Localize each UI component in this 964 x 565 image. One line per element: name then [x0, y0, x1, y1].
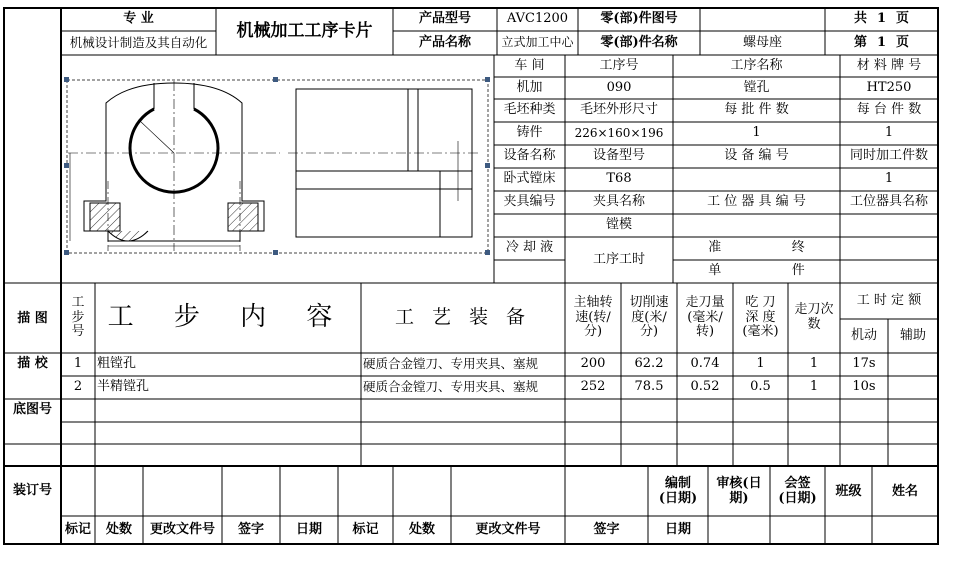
- step-feed[interactable]: 0.74: [690, 356, 720, 372]
- class-label: 班级: [835, 483, 862, 499]
- passes-header: 走刀次数: [794, 302, 834, 332]
- unit-label: 单: [708, 263, 722, 279]
- equip-name-label: 设备名称: [503, 148, 556, 164]
- footer-sign-2: 签字: [593, 521, 620, 537]
- footer-change-doc-2: 更改文件号: [475, 521, 541, 537]
- step-cut[interactable]: 78.5: [634, 379, 664, 395]
- part-name-label: 零(部)件名称: [600, 34, 678, 50]
- binding-no-label: 装订号: [12, 482, 52, 498]
- countersign-date-label: 会签(日期): [778, 476, 817, 506]
- workshop-value[interactable]: 机加: [516, 79, 543, 95]
- step-no[interactable]: 1: [73, 356, 83, 372]
- equip-model-value[interactable]: T68: [606, 171, 632, 187]
- op-name-value[interactable]: 镗孔: [743, 79, 770, 95]
- part-no-value[interactable]: [700, 8, 825, 31]
- fixture-name-label: 夹具名称: [592, 194, 645, 210]
- step-speed[interactable]: 252: [580, 379, 606, 395]
- step-speed[interactable]: 200: [580, 356, 606, 372]
- cut-speed-header: 切削速度(米/分): [629, 294, 669, 340]
- blank-size-value[interactable]: 226×160×196: [574, 125, 664, 140]
- per-unit-value[interactable]: 1: [884, 125, 894, 141]
- blank-type-value[interactable]: 铸件: [516, 125, 543, 141]
- fixture-name-value[interactable]: 镗模: [605, 217, 632, 233]
- station-no-label: 工 位 器 具 编 号: [707, 194, 806, 210]
- step-no-header: 工步号: [71, 294, 85, 340]
- material-value[interactable]: HT250: [866, 79, 912, 95]
- step-cut[interactable]: 62.2: [634, 356, 664, 372]
- card-title: 机械加工工序卡片: [236, 20, 373, 41]
- page-number-value[interactable]: 1: [876, 34, 887, 50]
- draw-check-label: 描 校: [17, 356, 48, 372]
- step-depth[interactable]: 0.5: [750, 379, 771, 395]
- speed-header: 主轴转速(转/分): [573, 294, 613, 340]
- step-passes[interactable]: 1: [809, 379, 819, 395]
- product-name-label: 产品名称: [418, 34, 471, 50]
- footer-count-1: 处数: [105, 521, 132, 537]
- footer-date-2: 日期: [664, 521, 691, 537]
- page-number: 第 1 页: [853, 34, 910, 50]
- op-no-value[interactable]: 090: [606, 79, 632, 95]
- station-name-value[interactable]: [840, 214, 938, 237]
- step-machine[interactable]: 10s: [852, 379, 876, 395]
- review-date-label: 审核(日期): [716, 476, 762, 506]
- per-unit-label: 每 台 件 数: [856, 102, 922, 118]
- prep-label: 准: [708, 240, 722, 256]
- step-aux[interactable]: [888, 353, 938, 376]
- simul-value[interactable]: 1: [884, 171, 894, 187]
- step-equip[interactable]: 硬质合金镗刀、专用夹具、塞规: [363, 379, 539, 395]
- step-content[interactable]: 粗镗孔: [97, 356, 137, 372]
- depth-header: 吃 刀 深 度(毫米): [742, 294, 779, 340]
- simul-label: 同时加工件数: [849, 148, 928, 164]
- unit-piece-value[interactable]: [840, 260, 938, 283]
- equip-no-value[interactable]: [673, 168, 840, 191]
- step-machine[interactable]: 17s: [852, 356, 876, 372]
- step-equip[interactable]: 硬质合金镗刀、专用夹具、塞规: [363, 356, 539, 372]
- equip-name-value[interactable]: 卧式镗床: [503, 171, 556, 187]
- time-quota-header: 工 时 定 额: [856, 292, 922, 308]
- op-time-label: 工序工时: [592, 251, 645, 267]
- final-label: 终: [791, 240, 805, 256]
- footer-count-2: 处数: [408, 521, 435, 537]
- total-pages-value[interactable]: 1: [876, 11, 887, 27]
- workshop-label: 车 间: [514, 57, 545, 73]
- footer-sign-1: 签字: [237, 521, 264, 537]
- fixture-no-label: 夹具编号: [503, 194, 556, 210]
- product-model-label: 产品型号: [418, 11, 471, 27]
- prep-final-labels: [673, 237, 840, 260]
- footer-mark-1: 标记: [64, 521, 91, 537]
- coolant-label: 冷 却 液: [505, 240, 554, 256]
- aux-time-header: 辅助: [899, 327, 926, 343]
- draw-label: 描 图: [17, 310, 48, 326]
- step-no[interactable]: 2: [73, 379, 83, 395]
- coolant-value[interactable]: [494, 260, 565, 283]
- step-content[interactable]: 半精镗孔: [97, 379, 150, 395]
- machine-time-header: 机动: [850, 327, 877, 343]
- material-label: 材 料 牌 号: [856, 57, 922, 73]
- footer-mark-2: 标记: [352, 521, 379, 537]
- per-batch-value[interactable]: 1: [752, 125, 761, 141]
- fixture-no-value[interactable]: [494, 214, 565, 237]
- major-label: 专 业: [123, 11, 154, 27]
- part-name-value[interactable]: 螺母座: [742, 34, 782, 50]
- unit-piece-labels: [673, 260, 840, 283]
- product-model-value[interactable]: AVC1200: [506, 11, 569, 27]
- process-equip-header: 工 艺 装 备: [394, 306, 532, 329]
- equip-no-label: 设 备 编 号: [724, 148, 789, 164]
- equip-model-label: 设备型号: [592, 148, 645, 164]
- product-name-value[interactable]: 立式加工中心: [501, 35, 574, 50]
- footer-change-doc-1: 更改文件号: [149, 521, 215, 537]
- per-batch-label: 每 批 件 数: [724, 102, 789, 118]
- base-drawing-no-label: 底图号: [12, 402, 52, 418]
- major-value: 机械设计制造及其自动化: [69, 34, 208, 50]
- step-depth[interactable]: 1: [756, 356, 765, 372]
- step-content-header: 工 步 内 容: [107, 302, 349, 333]
- step-passes[interactable]: 1: [809, 356, 819, 372]
- prep-final-value[interactable]: [840, 237, 938, 260]
- station-no-value[interactable]: [673, 214, 840, 237]
- op-no-label: 工序号: [599, 57, 639, 73]
- compile-date-label: 编制(日期): [658, 476, 698, 506]
- part-no-label: 零(部)件图号: [600, 11, 678, 27]
- blank-type-label: 毛坯种类: [503, 102, 556, 118]
- part-drawing: [68, 81, 487, 252]
- station-name-label: 工位器具名称: [849, 194, 928, 210]
- step-aux[interactable]: [888, 376, 938, 399]
- footer-date-1: 日期: [295, 521, 322, 537]
- piece-label: 件: [791, 263, 805, 279]
- total-pages: 共 1 页: [853, 11, 910, 27]
- feed-header: 走刀量(毫米/转): [685, 294, 725, 340]
- name-label: 姓名: [891, 483, 918, 499]
- op-name-label: 工序名称: [730, 57, 783, 73]
- blank-size-label: 毛坯外形尺寸: [579, 102, 658, 118]
- step-feed[interactable]: 0.52: [690, 379, 720, 395]
